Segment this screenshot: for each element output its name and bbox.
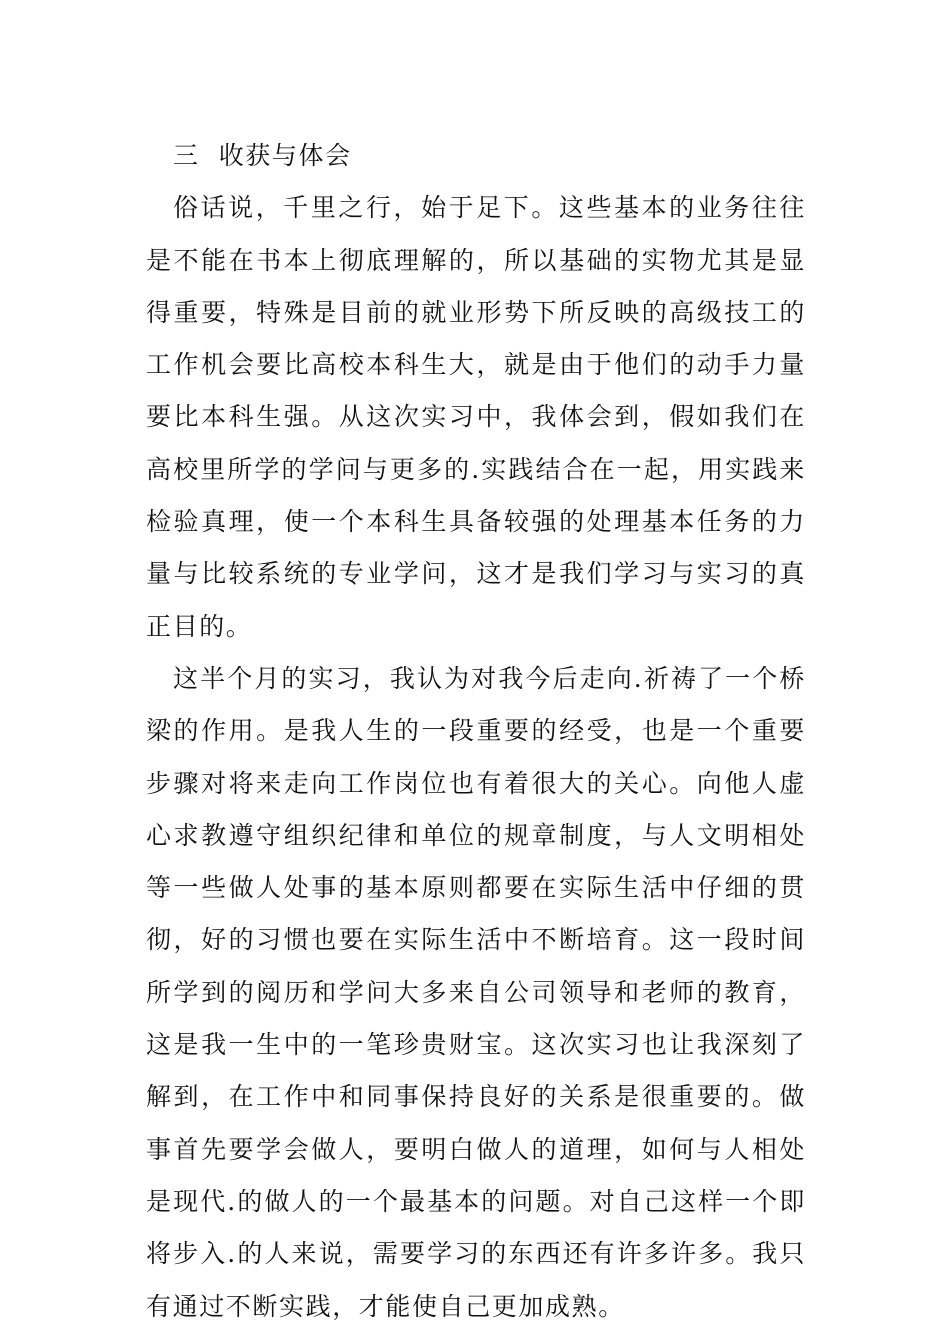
section-heading: 三 收获与体会	[173, 141, 352, 170]
paragraph-1: 俗话说，千里之行，始于足下。这些基本的业务往往是不能在书本上彻底理解的，所以基础的实物尤其是显得重要，特殊是目前的就业形势下所反映的高级技工的工作机会要比高校本科生大，就是由于他们的动手力量要比本科生强。从这次实习中，我体会到，假如我们在高校里所学的学问与更多的.实践结合在一起，用实践来检验真理，使一个本科生具备较强的处理基本任务的力量与比较系统的专业学问，这才是我们学习与实习的真正目的。	[146, 193, 806, 641]
paragraph-2: 这半个月的实习，我认为对我今后走向.祈祷了一个桥梁的作用。是我人生的一段重要的经受，也是一个重要步骤对将来走向工作岗位也有着很大的关心。向他人虚心求教遵守组织纪律和单位的规章制度，与人文明相处等一些做人处事的基本原则都要在实际生活中仔细的贯彻，好的习惯也要在实际生活中不断培育。这一段时间所学到的阅历和学问大多来自公司领导和老师的教育，这是我一生中的一笔珍贵财宝。这次实习也让我深刻了解到，在工作中和同事保持良好的关系是很重要的。做事首先要学会做人，要明白做人的道理，如何与人相处是现代.的做人的一个最基本的问题。对自己这样一个即将步入.的人来说，需要学习的东西还有许多许多。我只有通过不断实践，才能使自己更加成熟。	[146, 663, 806, 1321]
document-body	[146, 130, 806, 1333]
